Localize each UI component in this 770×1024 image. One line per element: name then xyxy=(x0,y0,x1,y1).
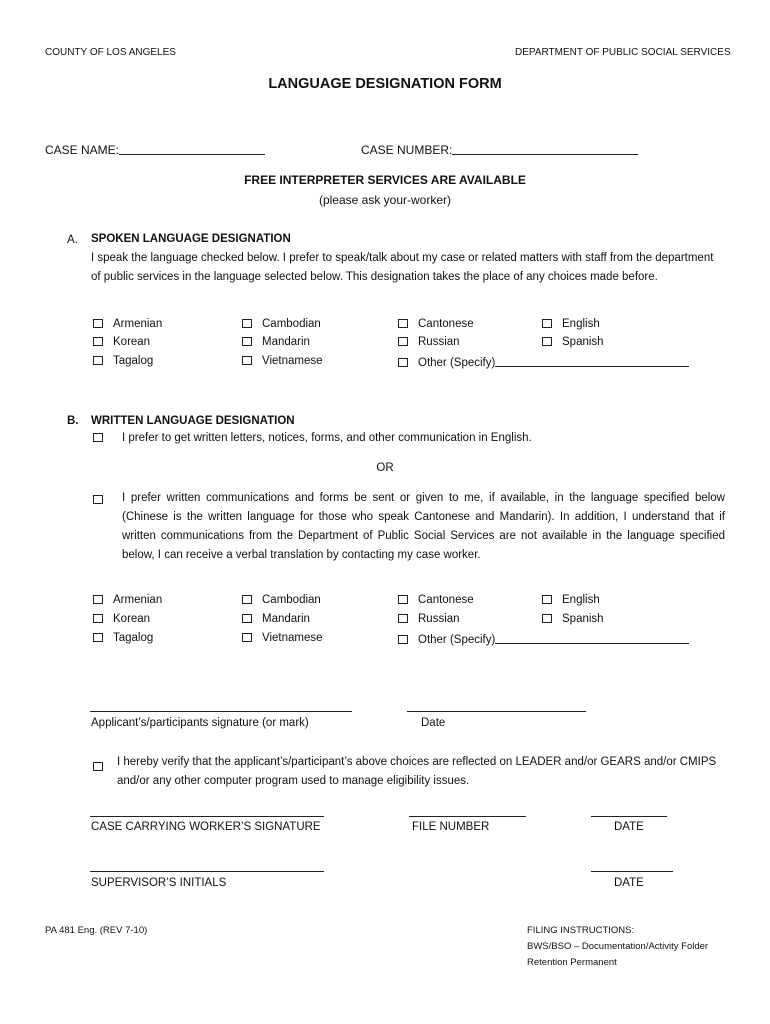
file-number-label: FILE NUMBER xyxy=(412,821,490,833)
worker-signature-line[interactable] xyxy=(90,816,324,817)
written-option-vietnamese[interactable]: Vietnamese xyxy=(242,632,323,644)
checkbox[interactable] xyxy=(398,358,408,367)
filing-instructions-line2: Retention Permanent xyxy=(527,957,617,968)
spoken-option-armenian[interactable]: Armenian xyxy=(93,318,162,330)
checkbox[interactable] xyxy=(242,337,252,346)
form-id: PA 481 Eng. (REV 7-10) xyxy=(45,925,148,936)
checkbox[interactable] xyxy=(398,337,408,346)
checkbox[interactable] xyxy=(542,319,552,328)
checkbox[interactable] xyxy=(93,319,103,328)
department-header: DEPARTMENT OF PUBLIC SOCIAL SERVICES xyxy=(515,47,731,58)
file-number-line[interactable] xyxy=(409,816,526,817)
filing-instructions-heading: FILING INSTRUCTIONS: xyxy=(527,925,635,936)
written-option-other[interactable]: Other (Specify) xyxy=(398,632,689,646)
written-option-cantonese[interactable]: Cantonese xyxy=(398,594,474,606)
supervisor-date-label: DATE xyxy=(614,877,644,889)
case-number-row xyxy=(361,143,638,157)
checkbox[interactable] xyxy=(542,614,552,623)
supervisor-date-line[interactable] xyxy=(591,871,673,872)
checkbox[interactable] xyxy=(93,356,103,365)
applicant-signature-label: Applicant’s/participants signature (or mark) xyxy=(91,717,309,729)
spoken-option-tagalog[interactable]: Tagalog xyxy=(93,355,153,367)
verify-checkbox-wrap xyxy=(93,757,103,775)
worker-signature-label: CASE CARRYING WORKER’S SIGNATURE xyxy=(91,821,321,833)
or-separator: OR xyxy=(376,462,394,474)
written-other-specify-field[interactable] xyxy=(495,632,689,644)
written-other-checkbox-wrap xyxy=(93,490,103,508)
written-option-tagalog[interactable]: Tagalog xyxy=(93,632,153,644)
checkbox[interactable] xyxy=(242,319,252,328)
spoken-other-specify-field[interactable] xyxy=(495,355,689,367)
spoken-option-vietnamese[interactable]: Vietnamese xyxy=(242,355,323,367)
spoken-option-korean[interactable]: Korean xyxy=(93,336,150,348)
case-number-label: CASE NUMBER: xyxy=(361,143,453,157)
written-option-korean[interactable]: Korean xyxy=(93,613,150,625)
supervisor-initials-label: SUPERVISOR’S INITIALS xyxy=(91,877,227,889)
applicant-date-line[interactable] xyxy=(407,711,586,712)
checkbox[interactable] xyxy=(542,337,552,346)
applicant-signature-line[interactable] xyxy=(90,711,352,712)
verify-text: I hereby verify that the applicant’s/participant’s above choices are reflected on LEADER and/or GEARS and/or CMIPS and/or any other computer program used to manage eligibility issues. xyxy=(117,756,717,787)
checkbox[interactable] xyxy=(93,495,103,504)
checkbox[interactable] xyxy=(542,595,552,604)
checkbox[interactable] xyxy=(93,433,103,442)
spoken-option-cantonese[interactable]: Cantonese xyxy=(398,318,474,330)
checkbox[interactable] xyxy=(242,614,252,623)
checkbox[interactable] xyxy=(398,595,408,604)
applicant-date-label: Date xyxy=(421,717,446,729)
spoken-option-russian[interactable]: Russian xyxy=(398,336,460,348)
section-b-letter: B. xyxy=(67,415,79,427)
checkbox[interactable] xyxy=(398,635,408,644)
county-header: COUNTY OF LOS ANGELES xyxy=(45,47,176,58)
checkbox[interactable] xyxy=(93,614,103,623)
section-a-letter: A. xyxy=(67,234,78,246)
checkbox[interactable] xyxy=(242,356,252,365)
interpreter-heading: FREE INTERPRETER SERVICES ARE AVAILABLE xyxy=(244,173,526,187)
spoken-option-other[interactable]: Other (Specify) xyxy=(398,355,689,369)
section-a-text: I speak the language checked below. I prefer to speak/talk about my case or related matters with staff from the department of public services in the language selected below. This designation takes the place of any choices made before. xyxy=(91,252,714,283)
section-b-heading: WRITTEN LANGUAGE DESIGNATION xyxy=(91,415,295,427)
checkbox[interactable] xyxy=(242,595,252,604)
written-option-spanish[interactable]: Spanish xyxy=(542,613,604,625)
checkbox[interactable] xyxy=(242,633,252,642)
checkbox[interactable] xyxy=(93,337,103,346)
worker-date-line[interactable] xyxy=(591,816,667,817)
form-title: LANGUAGE DESIGNATION FORM xyxy=(268,76,502,92)
case-name-field[interactable] xyxy=(119,143,265,155)
written-option-english[interactable]: English xyxy=(542,594,600,606)
checkbox[interactable] xyxy=(93,595,103,604)
spoken-option-english[interactable]: English xyxy=(542,318,600,330)
filing-instructions-line1: BWS/BSO – Documentation/Activity Folder xyxy=(527,941,709,952)
written-option-cambodian[interactable]: Cambodian xyxy=(242,594,321,606)
checkbox[interactable] xyxy=(93,633,103,642)
written-option-mandarin[interactable]: Mandarin xyxy=(242,613,310,625)
spoken-option-mandarin[interactable]: Mandarin xyxy=(242,336,310,348)
spoken-option-cambodian[interactable]: Cambodian xyxy=(242,318,321,330)
written-other-option-text: I prefer written communications and forms be sent or given to me, if available, in the language specified below (Chinese is the written language for those who speak Cantonese and Mandarin). In addition, I understand that if written communications from the Department of Public Social Services are not available in the language specified below, I can receive a verbal translation by contacting my case worker. xyxy=(122,492,725,561)
section-a-heading: SPOKEN LANGUAGE DESIGNATION xyxy=(91,233,291,245)
interpreter-subheading: (please ask your-worker) xyxy=(318,193,452,207)
written-option-russian[interactable]: Russian xyxy=(398,613,460,625)
checkbox[interactable] xyxy=(398,614,408,623)
written-english-option[interactable]: I prefer to get written letters, notices, forms, and other communication in English. xyxy=(93,432,532,444)
case-name-row xyxy=(45,143,265,157)
written-option-armenian[interactable]: Armenian xyxy=(93,594,162,606)
worker-date-label: DATE xyxy=(614,821,644,833)
spoken-option-spanish[interactable]: Spanish xyxy=(542,336,604,348)
checkbox[interactable] xyxy=(93,762,103,771)
case-name-label: CASE NAME: xyxy=(45,143,120,157)
supervisor-initials-line[interactable] xyxy=(90,871,324,872)
checkbox[interactable] xyxy=(398,319,408,328)
case-number-field[interactable] xyxy=(452,143,638,155)
